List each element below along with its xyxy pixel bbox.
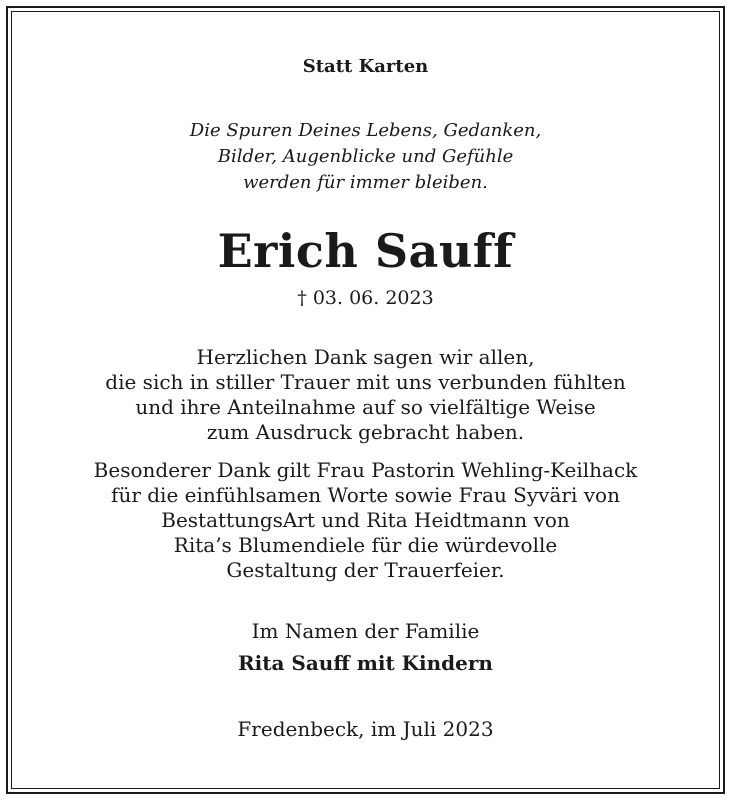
special-thanks-line: für die einfühlsamen Worte sowie Frau Syväri von: [111, 483, 620, 507]
thanks-line: zum Ausdruck gebracht haben.: [206, 420, 525, 444]
special-thanks-line: Besonderer Dank gilt Frau Pastorin Wehling-Keilhack: [93, 458, 638, 482]
verse-line: Bilder, Augenblicke und Gefühle: [217, 146, 514, 167]
verse-line: werden für immer bleiben.: [243, 172, 488, 193]
verse-block: [0, 118, 731, 196]
thanks-line: und ihre Anteilnahme auf so vielfältige Weise: [135, 395, 596, 419]
special-thanks-line: Gestaltung der Trauerfeier.: [226, 558, 505, 582]
family-intro: Im Namen der Familie: [251, 619, 480, 643]
special-thanks-block: [0, 458, 731, 583]
special-thanks-line: Rita’s Blumendiele für die würdevolle: [173, 533, 558, 557]
deceased-name: Erich Sauff: [217, 224, 514, 278]
death-date: † 03. 06. 2023: [297, 287, 434, 309]
family-names: Rita Sauff mit Kindern: [238, 651, 493, 675]
thanks-line: Herzlichen Dank sagen wir allen,: [196, 345, 535, 369]
place-date: Fredenbeck, im Juli 2023: [237, 717, 494, 741]
special-thanks-line: BestattungsArt und Rita Heidtmann von: [161, 508, 570, 532]
verse-line: Die Spuren Deines Lebens, Gedanken,: [189, 120, 542, 141]
thanks-block: [0, 345, 731, 445]
header-label: Statt Karten: [302, 56, 429, 77]
thanks-line: die sich in stiller Trauer mit uns verbunden fühlten: [105, 370, 626, 394]
